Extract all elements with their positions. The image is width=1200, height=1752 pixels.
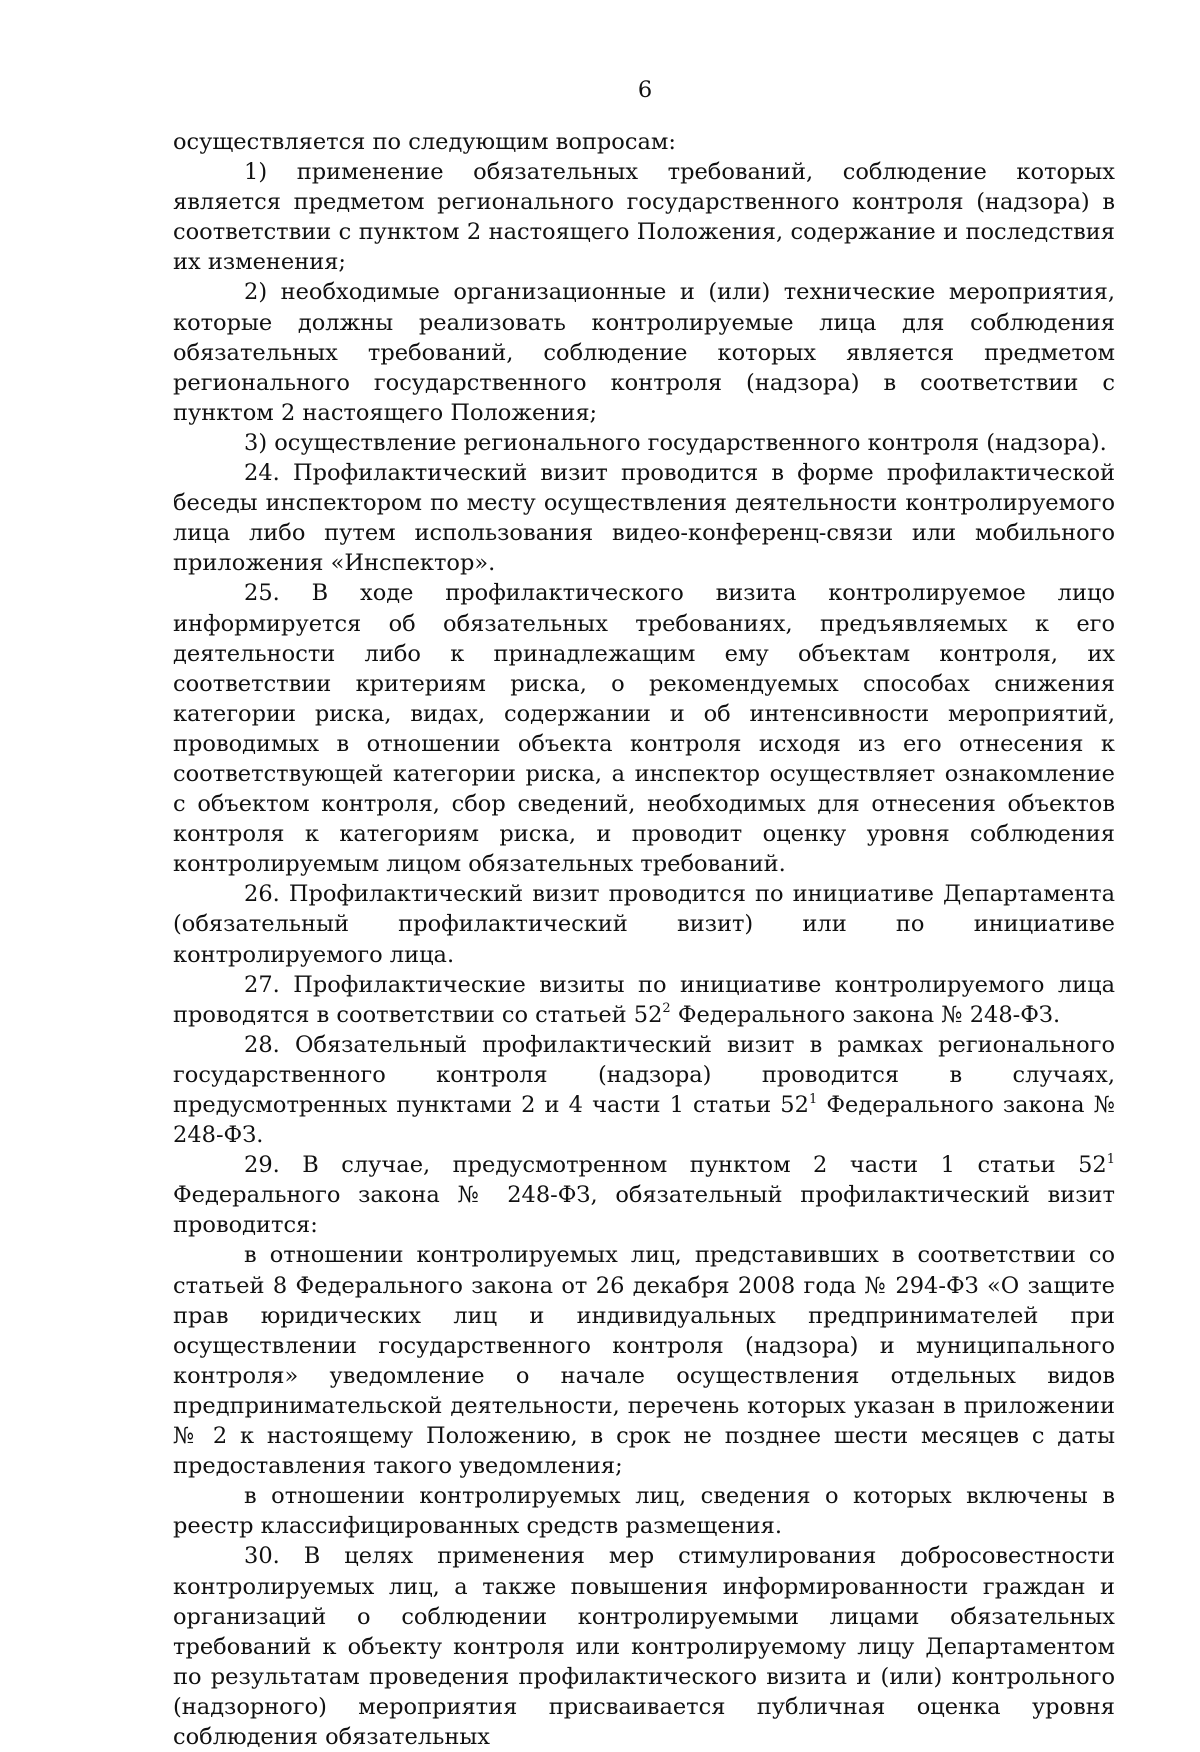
superscript: 1 bbox=[808, 1091, 818, 1107]
paragraph bbox=[173, 970, 1115, 1030]
list-item: 3) осуществление регионального государственного контроля (надзора). bbox=[244, 429, 1107, 456]
list-item: 2) необходимые организационные и (или) технические мероприятия, которые должны реализовать контролируемые лица для соблюдения обязательных требований, соблюдение которых является предметом регионального государственного контроля (надзора) в соответствии с пунктом 2 настоящего Положения; bbox=[173, 279, 1115, 426]
page-number: 6 bbox=[637, 77, 653, 103]
paragraph-text: 27. Профилактические визиты по инициативе контролируемого лица проводятся в соответствии со статьей 52 bbox=[173, 971, 1115, 1028]
paragraph: осуществляется по следующим вопросам: bbox=[173, 129, 676, 155]
paragraph-text: Федерального закона № 248-ФЗ, обязательный профилактический визит проводится: bbox=[173, 1182, 1115, 1239]
superscript: 1 bbox=[1106, 1151, 1115, 1167]
list-item: 1) применение обязательных требований, соблюдение которых является предметом регионального государственного контроля (надзора) в соответствии с пунктом 2 настоящего Положения, содержание и последствия их изменения; bbox=[173, 159, 1115, 276]
paragraph: в отношении контролируемых лиц, представивших в соответствии со статьей 8 Федерального закона от 26 декабря 2008 года № 294-ФЗ «О защите прав юридических лиц и индивидуальных предпринимателей при осуществлении государственного контроля (надзора) и муниципального контроля» уведомление о начале осуществления отдельных видов предпринимательской деятельности, перечень которых указан в приложении № 2 к настоящему Положению, в срок не позднее шести месяцев с даты предоставления такого уведомления; bbox=[173, 1242, 1115, 1480]
paragraph bbox=[173, 1150, 1115, 1240]
paragraph: в отношении контролируемых лиц, сведения о которых включены в реестр классифицированных средств размещения. bbox=[173, 1483, 1115, 1540]
paragraph: 30. В целях применения мер стимулирования добросовестности контролируемых лиц, а также повышения информированности граждан и организаций о соблюдении контролируемыми лицами обязательных требований к объекту контроля или контролируемому лицу Департаментом по результатам проведения профилактического визита и (или) контрольного (надзорного) мероприятия присваивается публичная оценка уровня соблюдения обязательных bbox=[173, 1543, 1115, 1750]
paragraph: 26. Профилактический визит проводится по инициативе Департамента (обязательный профилактический визит) или по инициативе контролируемого лица. bbox=[173, 881, 1115, 968]
paragraph bbox=[173, 1030, 1115, 1150]
paragraph-text: 28. Обязательный профилактический визит в рамках регионального государственного контроля (надзора) проводится в случаях, предусмотренных пунктами 2 и 4 части 1 статьи 52 bbox=[173, 1031, 1115, 1118]
superscript: 2 bbox=[662, 1001, 671, 1017]
document-body bbox=[173, 127, 1115, 1752]
paragraph: 25. В ходе профилактического визита контролируемое лицо информируется об обязательных требованиях, предъявляемых к его деятельности либо к принадлежащим ему объектам контроля, их соответствии критериям риска, о рекомендуемых способах снижения категории риска, видах, содержании и об интенсивности мероприятий, проводимых в отношении объекта контроля исходя из его отнесения к соответствующей категории риска, а инспектор осуществляет ознакомление с объектом контроля, сбор сведений, необходимых для отнесения объектов контроля к категориям риска, и проводит оценку уровня соблюдения контролируемым лицом обязательных требований. bbox=[173, 580, 1115, 878]
paragraph: 24. Профилактический визит проводится в форме профилактической беседы инспектором по месту осуществления деятельности контролируемого лица либо путем использования видео-конференц-связи или мобильного приложения «Инспектор». bbox=[173, 460, 1115, 577]
paragraph-text: 29. В случае, предусмотренном пунктом 2 части 1 статьи 52 bbox=[244, 1152, 1107, 1179]
paragraph-text: Федерального закона № 248-ФЗ. bbox=[173, 1092, 1115, 1149]
paragraph-text: Федерального закона № 248-ФЗ. bbox=[670, 1001, 1061, 1028]
